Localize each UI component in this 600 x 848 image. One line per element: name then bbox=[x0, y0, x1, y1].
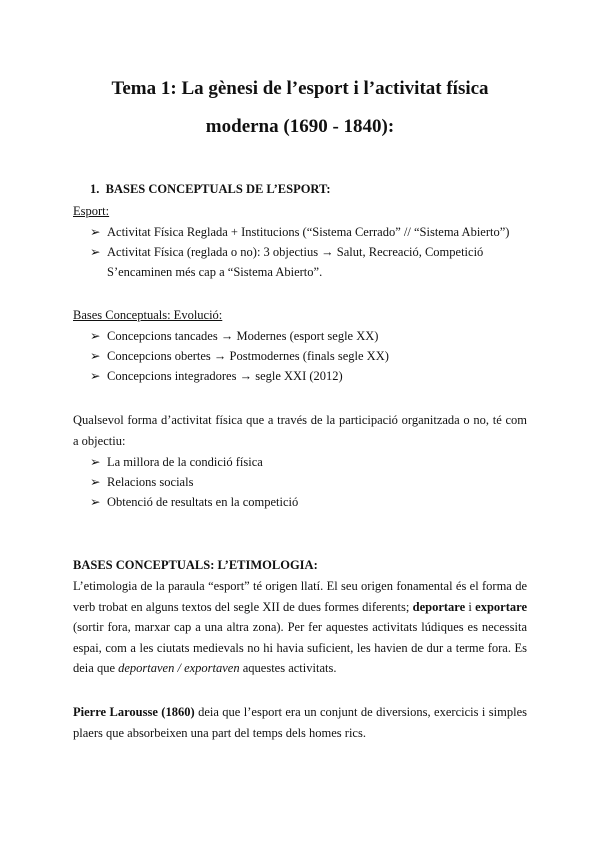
term-exportare: exportare bbox=[475, 599, 527, 614]
definition-paragraph: Qualsevol forma d’activitat física que a través de la participació organitzada o no, té com a objectiu: bbox=[73, 413, 527, 448]
evolucio-label: Bases Conceptuals: Evolució: bbox=[73, 308, 223, 322]
term-deportaven: deportaven / exportaven bbox=[118, 661, 240, 675]
arrow-bullet-icon: ➢ bbox=[90, 455, 101, 469]
evolucio-list bbox=[90, 326, 389, 386]
list-item: ➢ Concepcions integradores → segle XXI (2012) bbox=[90, 366, 389, 386]
arrow-bullet-icon: ➢ bbox=[90, 495, 101, 509]
section-number: 1. bbox=[90, 182, 100, 196]
list-item-continuation: S’encaminen més cap a “Sistema Abierto”. bbox=[107, 265, 323, 279]
list-item: ➢ Activitat Física (reglada o no): 3 objectius → Salut, Recreació, Competició S’encaminen més cap a “Sistema Abierto”. bbox=[90, 242, 509, 282]
larousse-paragraph: Pierre Larousse (1860) deia que l’esport era un conjunt de diversions, exercicis i simples plaers que absorbeixen una part del temps dels homes rics. bbox=[73, 705, 527, 740]
esport-list bbox=[90, 222, 509, 282]
arrow-bullet-icon: ➢ bbox=[90, 245, 101, 259]
author-name: Pierre Larousse (1860) bbox=[73, 705, 195, 719]
section-title: BASES CONCEPTUALS DE L’ESPORT: bbox=[105, 182, 331, 196]
term-deportare: deportare bbox=[412, 599, 466, 614]
title-line-1: Tema 1: La gènesi de l’esport i l’activitat física bbox=[111, 78, 489, 99]
list-item: ➢ Concepcions obertes → Postmodernes (finals segle XX) bbox=[90, 346, 389, 366]
title-line-2: moderna (1690 - 1840): bbox=[205, 116, 395, 137]
list-item: ➢ La millora de la condició física bbox=[90, 452, 298, 472]
list-item: ➢ Activitat Física Reglada + Institucions (“Sistema Cerrado” // “Sistema Abierto”) bbox=[90, 222, 509, 242]
arrow-bullet-icon: ➢ bbox=[90, 369, 101, 383]
list-item: ➢ Relacions socials bbox=[90, 472, 298, 492]
esport-label: Esport: bbox=[73, 204, 110, 218]
arrow-bullet-icon: ➢ bbox=[90, 349, 101, 363]
objectius-list bbox=[90, 452, 298, 512]
etymology-paragraph: L’etimologia de la paraula “esport” té origen llatí. El seu origen fonamental és el forma de verb trobat en alguns textos del segle XII de dues formes diferents; deportare i exportare (sortir fora, marxar cap a una altra zona). Per fer aquestes activitats lúdiques es necessita espai, com a les ciutats medievals no hi havia suficient, les havien de dur a terme fora. Es deia que deportaven / exportaven aquestes activitats. bbox=[73, 579, 527, 675]
arrow-bullet-icon: ➢ bbox=[90, 225, 101, 239]
arrow-bullet-icon: ➢ bbox=[90, 329, 101, 343]
section-1-heading bbox=[90, 182, 331, 197]
section-2-heading: BASES CONCEPTUALS: L’ETIMOLOGIA: bbox=[73, 558, 318, 572]
page-title bbox=[60, 70, 540, 146]
list-item: ➢ Concepcions tancades → Modernes (esport segle XX) bbox=[90, 326, 389, 346]
arrow-bullet-icon: ➢ bbox=[90, 475, 101, 489]
list-item: ➢ Obtenció de resultats en la competició bbox=[90, 492, 298, 512]
